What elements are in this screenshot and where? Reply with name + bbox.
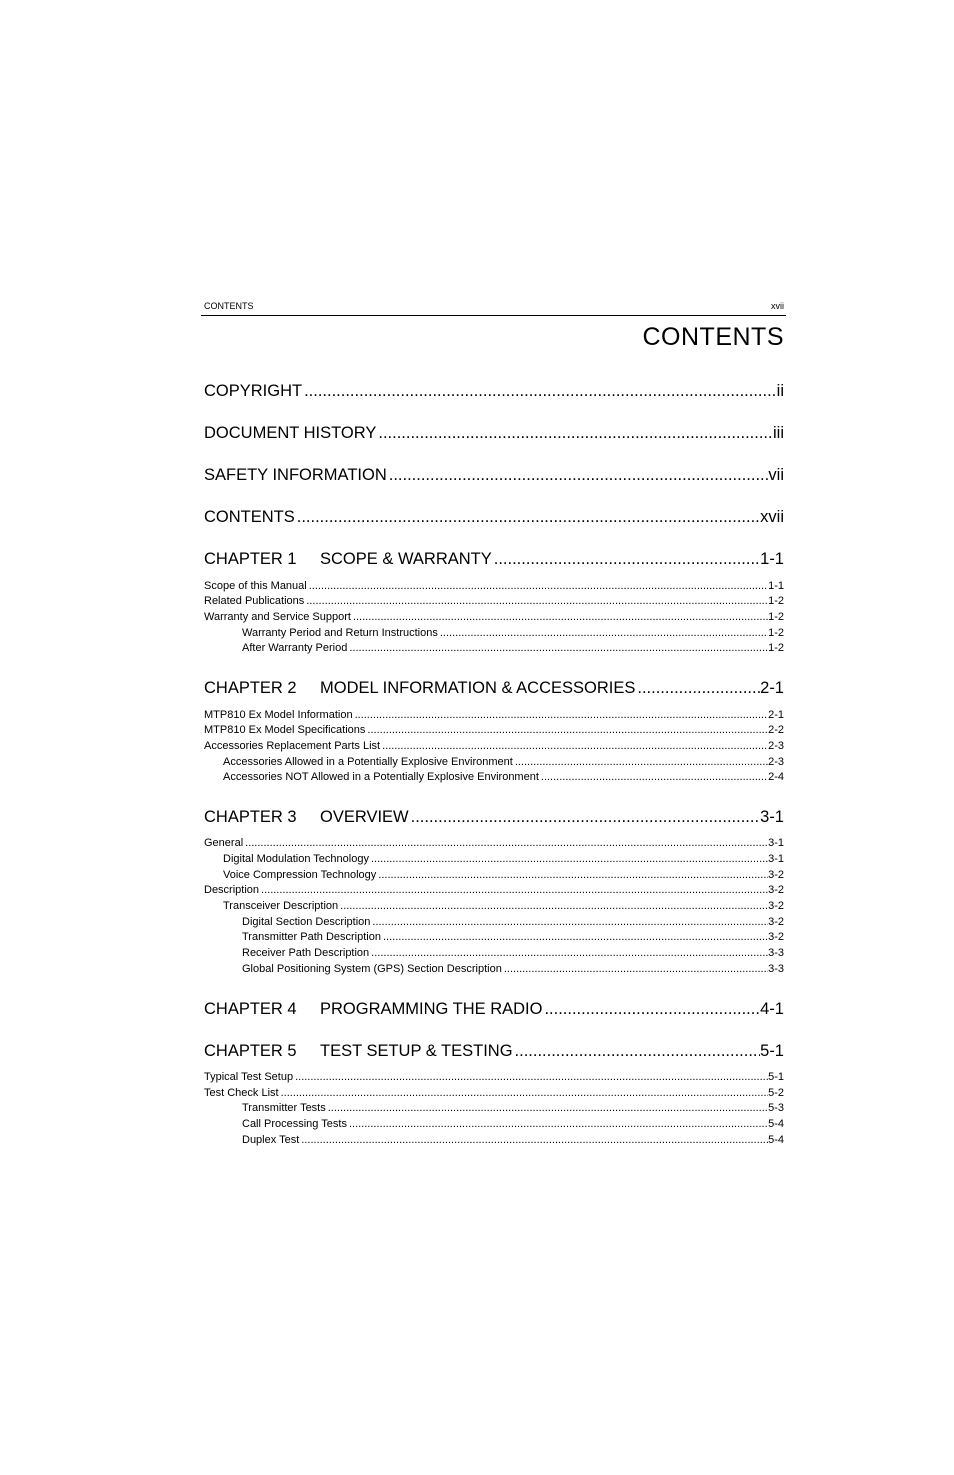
toc-chapter-5[interactable]: CHAPTER 5 TEST SETUP & TESTING ..... 5-1 xyxy=(204,1042,784,1061)
toc-entry-document-history[interactable]: DOCUMENT HISTORY ..... iii xyxy=(204,424,784,443)
toc-entry[interactable]: Duplex Test ..... 5-4 xyxy=(242,1134,784,1146)
toc-entry[interactable]: Scope of this Manual ..... 1-1 xyxy=(204,580,784,592)
toc-chapter-4[interactable]: CHAPTER 4 PROGRAMMING THE RADIO ..... 4-1 xyxy=(204,1000,784,1019)
toc-entry[interactable]: Digital Modulation Technology ..... 3-1 xyxy=(223,853,784,865)
toc-entry[interactable]: Typical Test Setup ..... 5-1 xyxy=(204,1071,784,1083)
toc-entry[interactable]: Accessories NOT Allowed in a Potentially Explosive Environment ..... 2-4 xyxy=(223,771,784,783)
toc-entry[interactable]: Related Publications ..... 1-2 xyxy=(204,595,784,607)
toc-entry[interactable]: Accessories Replacement Parts List ..... 2-3 xyxy=(204,740,784,752)
toc-entry[interactable]: Transceiver Description ..... 3-2 xyxy=(223,900,784,912)
page-title: CONTENTS xyxy=(642,323,784,351)
toc-entry[interactable]: General ..... 3-1 xyxy=(204,837,784,849)
toc-entry[interactable]: Transmitter Path Description ..... 3-2 xyxy=(242,931,784,943)
toc-chapter-2[interactable]: CHAPTER 2 MODEL INFORMATION & ACCESSORIES ..... 2-1 xyxy=(204,679,784,698)
toc-entry-safety-information[interactable]: SAFETY INFORMATION ..... vii xyxy=(204,466,784,485)
toc-entry[interactable]: Voice Compression Technology ..... 3-2 xyxy=(223,869,784,881)
toc-entry[interactable]: Receiver Path Description ..... 3-3 xyxy=(242,947,784,959)
running-header xyxy=(201,301,786,316)
toc-entry[interactable]: Transmitter Tests ..... 5-3 xyxy=(242,1102,784,1114)
toc-entry[interactable]: Accessories Allowed in a Potentially Explosive Environment ..... 2-3 xyxy=(223,756,784,768)
toc-chapter-3[interactable]: CHAPTER 3 OVERVIEW ..... 3-1 xyxy=(204,808,784,827)
toc-entry[interactable]: Digital Section Description ..... 3-2 xyxy=(242,916,784,928)
toc-entry[interactable]: Description ..... 3-2 xyxy=(204,884,784,896)
toc-entry[interactable]: MTP810 Ex Model Information ..... 2-1 xyxy=(204,709,784,721)
toc-entry[interactable]: MTP810 Ex Model Specifications ..... 2-2 xyxy=(204,724,784,736)
toc-entry[interactable]: Global Positioning System (GPS) Section Description ..... 3-3 xyxy=(242,963,784,975)
toc-entry[interactable]: After Warranty Period ..... 1-2 xyxy=(242,642,784,654)
toc-entry[interactable]: Call Processing Tests ..... 5-4 xyxy=(242,1118,784,1130)
toc-entry-copyright[interactable]: COPYRIGHT ..... ii xyxy=(204,382,784,401)
toc-entry[interactable]: Test Check List ..... 5-2 xyxy=(204,1087,784,1099)
toc-entry-contents[interactable]: CONTENTS ..... xvii xyxy=(204,508,784,527)
toc-entry[interactable]: Warranty and Service Support ..... 1-2 xyxy=(204,611,784,623)
toc-entry[interactable]: Warranty Period and Return Instructions ..... 1-2 xyxy=(242,627,784,639)
toc-chapter-1[interactable]: CHAPTER 1 SCOPE & WARRANTY ..... 1-1 xyxy=(204,550,784,569)
header-section: CONTENTS xyxy=(204,301,254,311)
header-page-number: xvii xyxy=(771,301,784,311)
